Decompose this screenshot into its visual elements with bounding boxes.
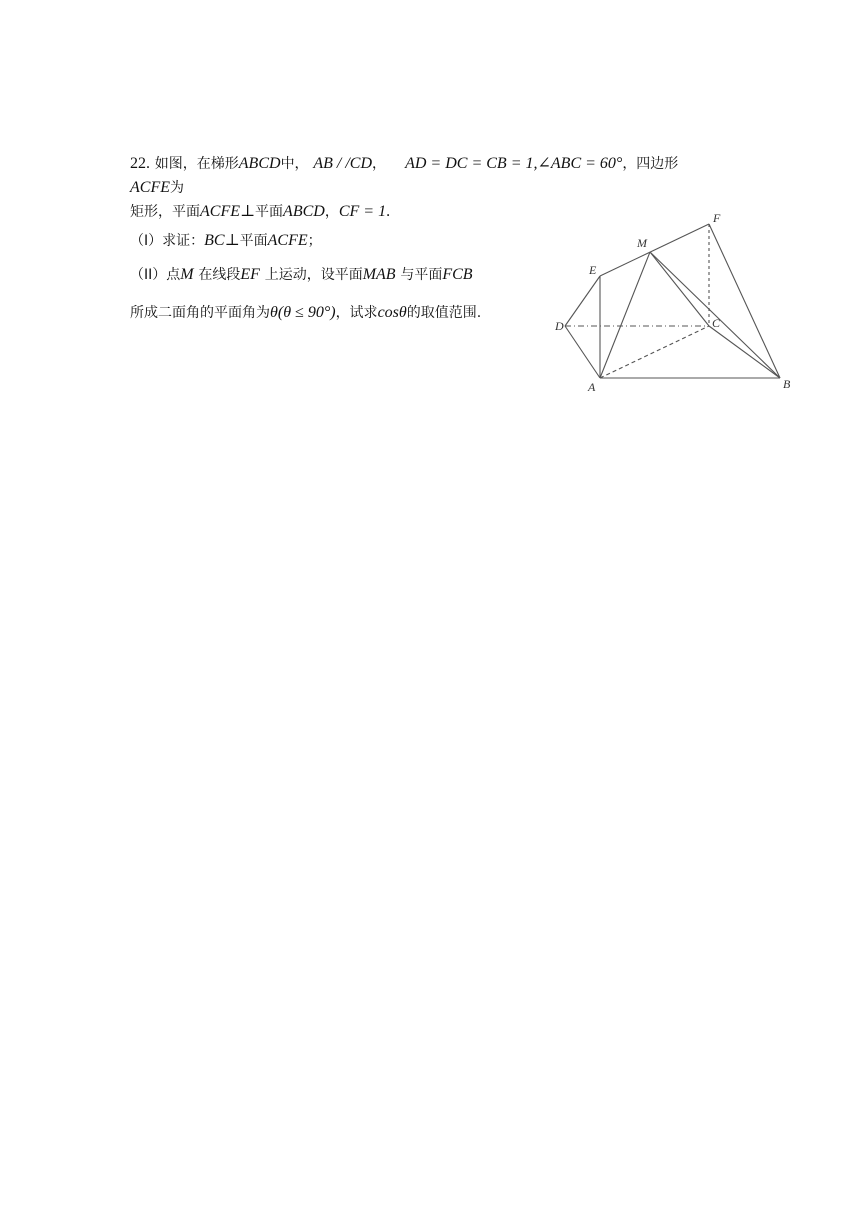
problem-line-1	[130, 152, 678, 175]
part-2-mab: MAB	[362, 266, 396, 283]
trapezoid-name: ABCD	[238, 155, 281, 172]
part-1	[130, 229, 322, 252]
line-6-mid: ，试求	[335, 305, 378, 321]
juxing-text: 矩形，平面	[130, 204, 200, 220]
parallel-expression: AB / /CD	[313, 155, 373, 172]
edge-fb	[709, 224, 780, 378]
cf-expression: CF = 1	[338, 203, 387, 220]
label-b: B	[783, 377, 791, 391]
period: .	[386, 203, 391, 220]
part-1-end: ；	[307, 233, 322, 249]
equalities-expression: AD = DC = CB = 1,∠ABC = 60°	[405, 155, 623, 172]
edge-ed	[565, 276, 600, 326]
line-6-text: 所成二面角的平面角为	[130, 305, 270, 321]
comma-2: ，	[324, 204, 339, 220]
edge-ac	[600, 326, 709, 378]
theta-expression: θ(θ ≤ 90°)	[270, 304, 336, 321]
problem-number: 22.	[130, 155, 150, 172]
perp-symbol: ⊥	[240, 203, 256, 220]
label-a: A	[588, 380, 596, 394]
intro-text: 如图，在梯形	[154, 156, 239, 172]
part-2-ef: EF	[240, 266, 260, 283]
label-e: E	[589, 263, 597, 277]
cos-expression: cosθ	[377, 304, 407, 321]
part-2-m: M	[180, 266, 194, 283]
part-2-yu: 与平面	[400, 267, 443, 283]
label-m: M	[637, 236, 647, 250]
part-2-label: （II）点	[130, 267, 181, 283]
edge-ef	[600, 224, 709, 276]
part-1-pingmian: 平面	[239, 233, 268, 249]
part-2-text: 上运动，设平面	[264, 267, 363, 283]
label-c: C	[712, 316, 721, 330]
part-1-label: （I）求证：	[130, 233, 205, 249]
problem-line-2	[130, 176, 184, 199]
edge-cb	[709, 326, 780, 378]
pingmian-text: 平面	[255, 204, 284, 220]
comma-1: ，	[372, 156, 387, 172]
edge-mb	[650, 252, 780, 378]
geometry-figure	[555, 210, 805, 395]
part-1-bc: BC	[204, 232, 225, 249]
part-2-zai: 在线段	[198, 267, 241, 283]
edge-mc	[650, 252, 709, 326]
part-1-perp: ⊥	[224, 232, 240, 249]
part-2-continued	[130, 301, 481, 324]
part-2	[130, 263, 473, 286]
plane-abcd: ABCD	[283, 203, 325, 220]
edge-da	[565, 326, 600, 378]
plane-acfe: ACFE	[200, 203, 240, 220]
label-d: D	[555, 319, 564, 333]
label-f: F	[713, 211, 721, 225]
zhong-text: 中，	[280, 156, 309, 172]
line-6-end: 的取值范围.	[406, 305, 482, 321]
part-2-fcb: FCB	[442, 266, 473, 283]
edge-ma	[600, 252, 650, 378]
rect-name: ACFE	[130, 179, 170, 196]
wei-text: 为	[170, 180, 184, 196]
sibianxing-text: ，四边形	[622, 156, 679, 172]
part-1-plane: ACFE	[267, 232, 308, 249]
problem-line-3	[130, 200, 390, 223]
